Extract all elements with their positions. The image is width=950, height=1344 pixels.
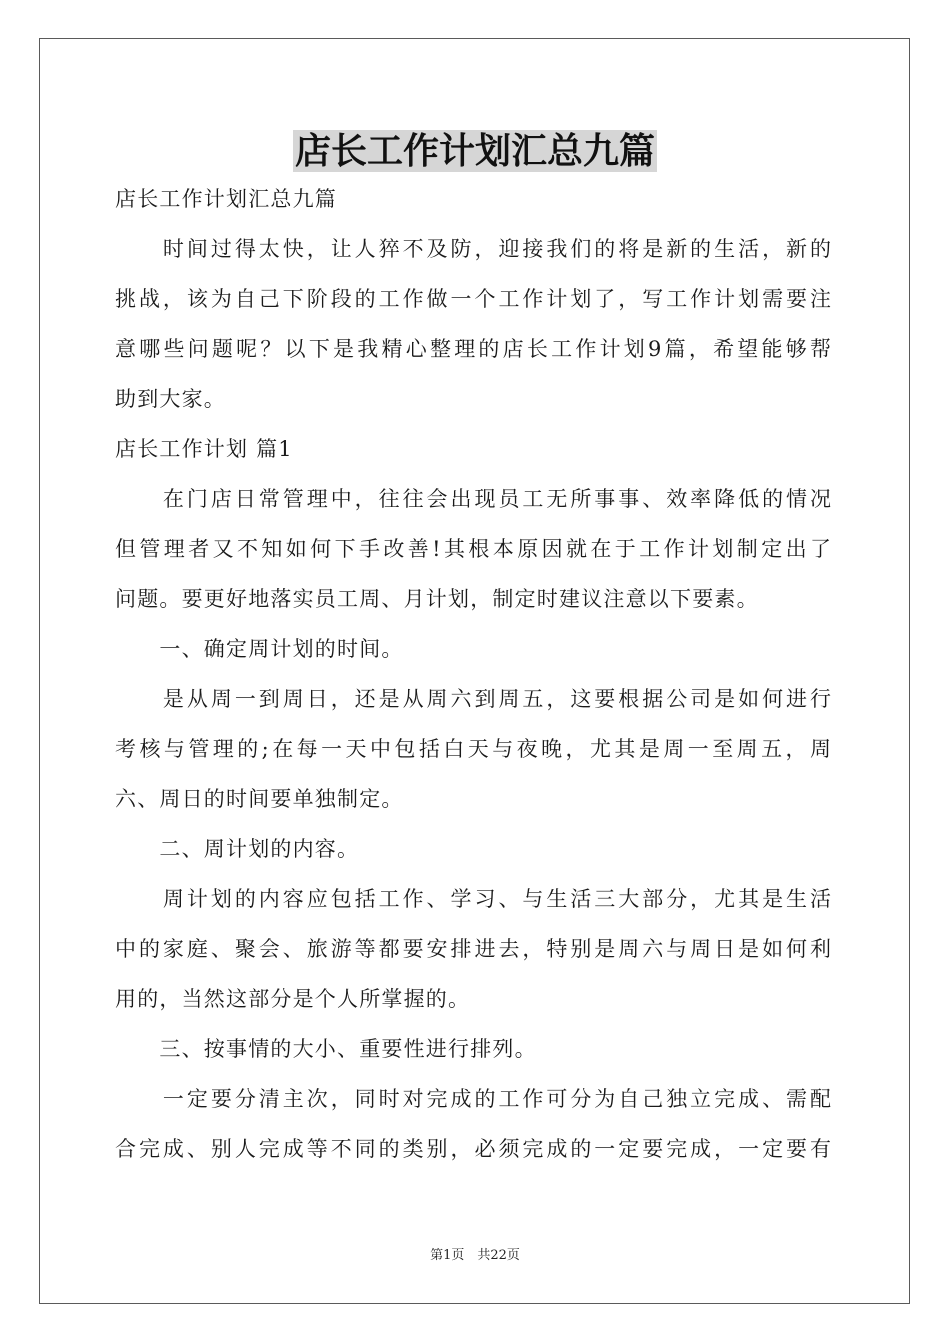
body-line: 用的，当然这部分是个人所掌握的。	[115, 987, 471, 1011]
body-line: 三、按事情的大小、重要性进行排列。	[115, 1037, 537, 1061]
body-line: 意哪些问题呢？以下是我精心整理的店长工作计划9篇，希望能够帮	[115, 337, 831, 361]
body-line: 一、确定周计划的时间。	[115, 637, 404, 661]
body-line: 挑战，该为自己下阶段的工作做一个工作计划了，写工作计划需要注	[115, 287, 831, 311]
section-heading: 店长工作计划 篇1	[115, 437, 293, 461]
body-line: 一定要分清主次，同时对完成的工作可分为自己独立完成、需配	[115, 1087, 831, 1111]
body-line: 但管理者又不知如何下手改善!其根本原因就在于工作计划制定出了	[115, 537, 831, 561]
body-line: 问题。要更好地落实员工周、月计划，制定时建议注意以下要素。	[115, 587, 759, 611]
body-line: 六、周日的时间要单独制定。	[115, 787, 404, 811]
body-line: 考核与管理的;在每一天中包括白天与夜晚，尤其是周一至周五，周	[115, 737, 831, 761]
body-line: 在门店日常管理中，往往会出现员工无所事事、效率降低的情况	[115, 487, 831, 511]
body-line: 时间过得太快，让人猝不及防，迎接我们的将是新的生活，新的	[115, 237, 831, 261]
document-title-text: 店长工作计划汇总九篇	[294, 130, 655, 172]
body-line: 二、周计划的内容。	[115, 837, 360, 861]
page-border	[39, 38, 910, 1304]
body-line: 周计划的内容应包括工作、学习、与生活三大部分，尤其是生活	[115, 887, 831, 911]
page-footer: 第1页 共22页	[430, 1248, 520, 1263]
subtitle-line: 店长工作计划汇总九篇	[115, 187, 337, 211]
body-line: 是从周一到周日，还是从周六到周五，这要根据公司是如何进行	[115, 687, 831, 711]
body-line: 助到大家。	[115, 387, 226, 411]
document-title	[0, 124, 950, 178]
body-line: 中的家庭、聚会、旅游等都要安排进去，特别是周六与周日是如何利	[115, 937, 831, 961]
body-line: 合完成、别人完成等不同的类别，必须完成的一定要完成，一定要有	[115, 1137, 831, 1161]
